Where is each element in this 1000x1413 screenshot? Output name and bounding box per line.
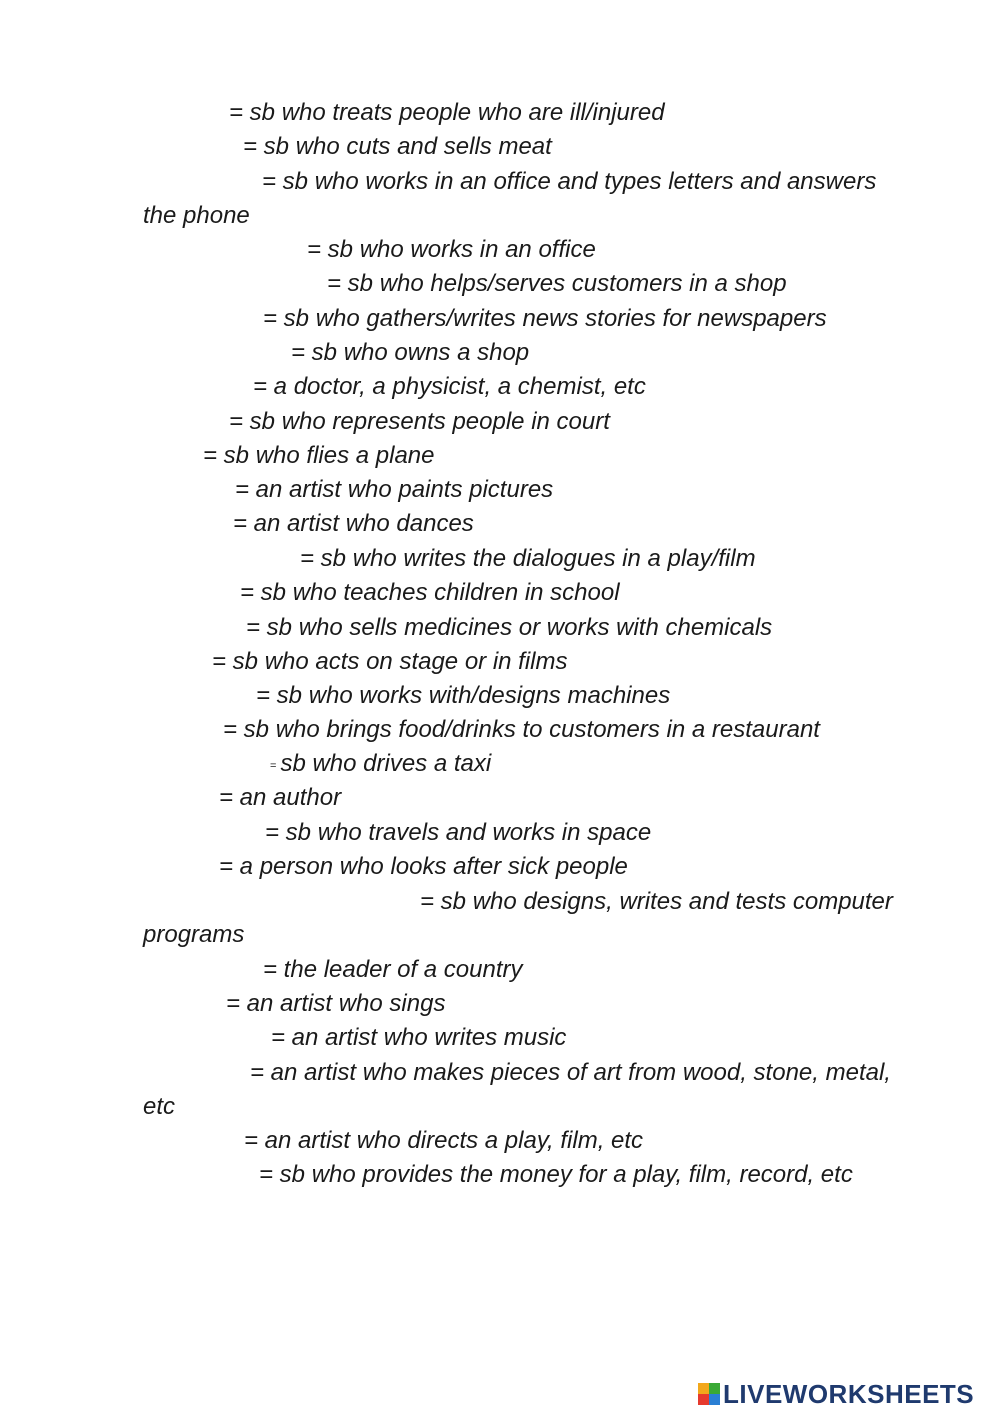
definition-line: = sb who gathers/writes news stories for newspapers <box>263 305 827 332</box>
definition-line-continuation: etc <box>143 1093 176 1120</box>
definition-line: = sb who works in an office <box>307 236 596 263</box>
definition-line: = sb who represents people in court <box>229 408 610 435</box>
definition-line: = a person who looks after sick people <box>219 853 628 880</box>
definition-line: = sb who writes the dialogues in a play/film <box>300 545 756 572</box>
definition-line: = an artist who sings <box>226 990 446 1017</box>
definition-line: = sb who helps/serves customers in a shop <box>327 270 787 297</box>
definition-line: = sb who acts on stage or in films <box>212 648 568 675</box>
definition-line: = sb who flies a plane <box>203 442 435 469</box>
definition-line: = sb who works with/designs machines <box>256 682 671 709</box>
definition-line: = a doctor, a physicist, a chemist, etc <box>253 373 646 400</box>
definition-line-continuation: the phone <box>143 202 250 229</box>
liveworksheets-logo-icon <box>698 1383 720 1405</box>
definition-line: = an artist who paints pictures <box>235 476 554 503</box>
definition-line: = an artist who writes music <box>271 1024 567 1051</box>
logo-square <box>709 1383 720 1394</box>
definition-line <box>270 750 491 780</box>
definition-line: = the leader of a country <box>263 956 523 983</box>
definition-line: = sb who treats people who are ill/injured <box>229 99 665 126</box>
definition-line: = sb who teaches children in school <box>240 579 620 606</box>
definition-line-continuation: programs <box>143 921 245 948</box>
definition-line: = sb who provides the money for a play, film, record, etc <box>259 1161 853 1188</box>
definition-line: = sb who travels and works in space <box>265 819 652 846</box>
definition-line: = an artist who dances <box>233 510 474 537</box>
definition-line: = sb who sells medicines or works with chemicals <box>246 614 773 641</box>
small-equals-sign: = <box>270 760 277 772</box>
logo-text: LIVEWORKSHEETS <box>723 1378 975 1409</box>
definition-text: sb who drives a taxi <box>280 750 492 777</box>
definition-line: = sb who brings food/drinks to customers in a restaurant <box>223 716 820 743</box>
definition-line: = an artist who directs a play, film, etc <box>244 1127 644 1154</box>
liveworksheets-logo <box>698 1380 974 1408</box>
logo-square <box>709 1394 720 1405</box>
definition-line: = sb who works in an office and types letters and answers <box>262 168 877 195</box>
definition-line: = an artist who makes pieces of art from wood, stone, metal, <box>250 1059 891 1086</box>
logo-square <box>698 1394 709 1405</box>
definition-line: = sb who owns a shop <box>291 339 530 366</box>
definition-line: = sb who cuts and sells meat <box>243 133 552 160</box>
definition-line: = an author <box>219 784 342 811</box>
definition-line: = sb who designs, writes and tests computer <box>420 888 893 915</box>
logo-square <box>698 1383 709 1394</box>
